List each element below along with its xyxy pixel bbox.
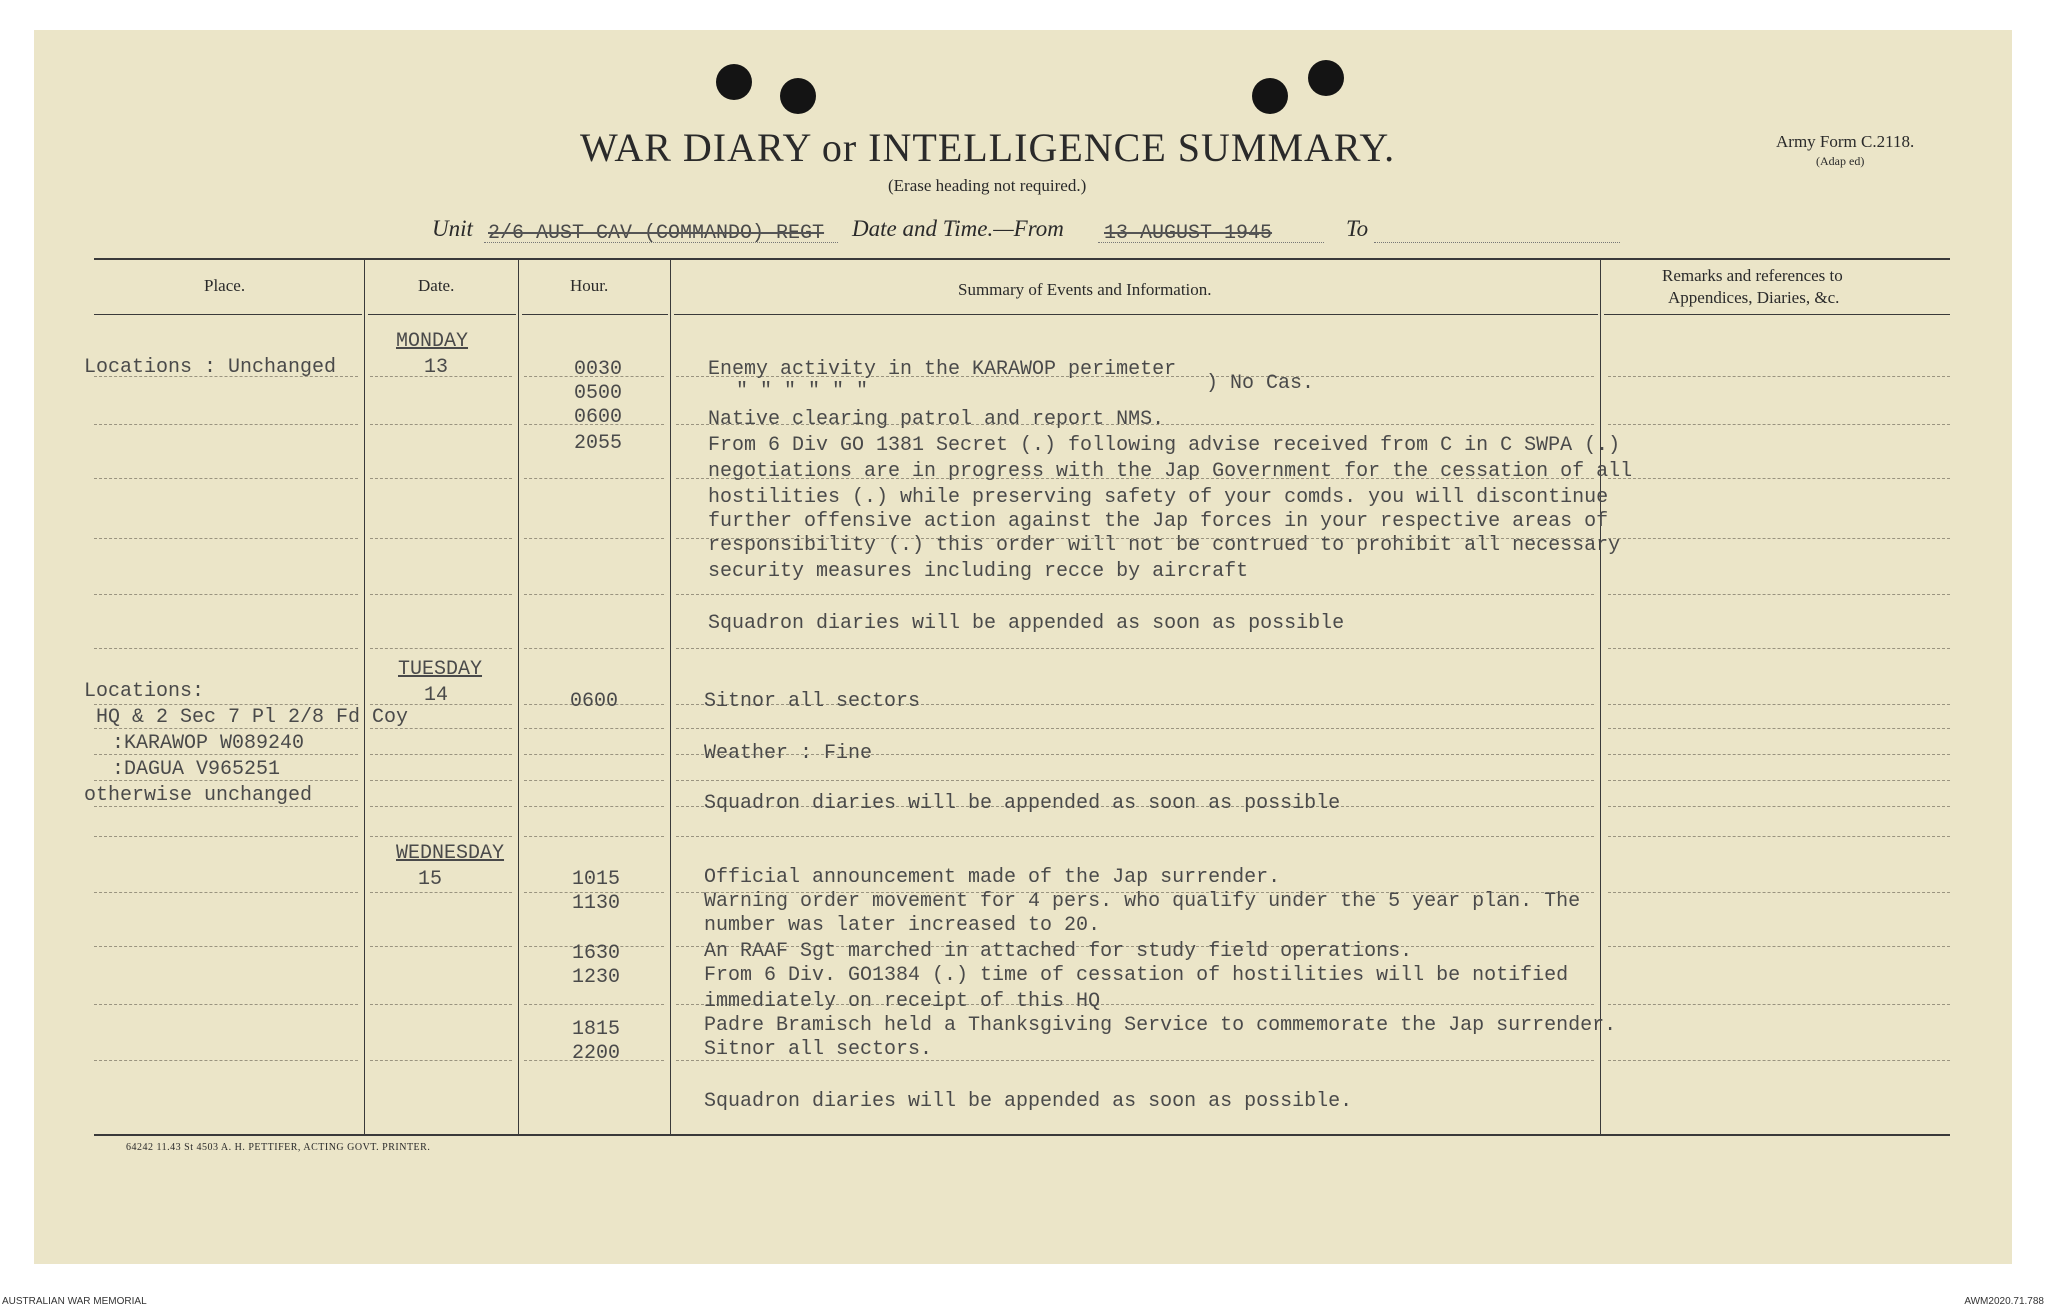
rule-line — [1608, 704, 1950, 705]
rule-line — [94, 1004, 358, 1005]
hour-entry: 1815 — [572, 1018, 621, 1041]
rule-line — [1608, 806, 1950, 807]
rule-line — [370, 1004, 512, 1005]
rule-line — [524, 806, 664, 807]
column-header-remarks-2: Appendices, Diaries, &c. — [1668, 288, 1840, 307]
hour-entry: 2200 — [572, 1042, 621, 1065]
rule-line — [370, 594, 512, 595]
rule-line — [94, 478, 358, 479]
rule-line — [676, 780, 1594, 781]
archive-label: AUSTRALIAN WAR MEMORIAL — [2, 1296, 147, 1307]
rule-line — [1608, 538, 1950, 539]
summary-line: Warning order movement for 4 pers. who qualify under the 5 year plan. The — [704, 890, 1581, 913]
rule-line — [524, 538, 664, 539]
weekday-label: MONDAY — [396, 330, 469, 353]
rule-line — [370, 478, 512, 479]
army-form-adapted: (Adap ed) — [1816, 154, 1865, 168]
place-entry: :DAGUA V965251 — [112, 758, 281, 781]
rule-line — [1608, 1060, 1950, 1061]
summary-line: hostilities (.) while preserving safety of your comds. you will discontinue — [708, 486, 1609, 509]
hour-entry: 1630 — [572, 942, 621, 965]
unit-value: 2/6 AUST CAV (COMMANDO) REGT — [488, 222, 825, 245]
hour-entry: 1130 — [572, 892, 621, 915]
summary-line: further offensive action against the Jap forces in your respective areas of — [708, 510, 1609, 533]
rule-line — [1608, 836, 1950, 837]
summary-line: Padre Bramisch held a Thanksgiving Service to commemorate the Jap surrender. — [704, 1014, 1617, 1037]
rule-line — [1608, 1004, 1950, 1005]
rule-line — [1608, 728, 1950, 729]
rule-line — [370, 1060, 512, 1061]
rule-line — [370, 780, 512, 781]
rule-line — [370, 946, 512, 947]
rule-line — [676, 594, 1594, 595]
rule-line — [94, 1060, 358, 1061]
rule-line — [524, 648, 664, 649]
rule-line — [524, 594, 664, 595]
summary-line: From 6 Div GO 1381 Secret (.) following advise received from C in C SWPA (.) — [708, 434, 1621, 457]
summary-line: responsibility (.) this order will not be contrued to prohibit all necessary — [708, 534, 1621, 557]
rule-line — [1608, 892, 1950, 893]
summary-line: Native clearing patrol and report NMS. — [708, 408, 1165, 431]
rule-line — [370, 754, 512, 755]
rule-line — [370, 806, 512, 807]
date-entry: 15 — [418, 868, 443, 891]
summary-line: Squadron diaries will be appended as soon as possible — [704, 792, 1341, 815]
from-date: 13 AUGUST 1945 — [1104, 222, 1273, 245]
summary-line: From 6 Div. GO1384 (.) time of cessation of hostilities will be notified — [704, 964, 1569, 987]
rule-line — [1608, 780, 1950, 781]
summary-line: Official announcement made of the Jap surrender. — [704, 866, 1281, 889]
rule-line — [1608, 754, 1950, 755]
summary-line: An RAAF Sgt marched in attached for study field operations. — [704, 940, 1413, 963]
rule-line — [94, 424, 358, 425]
hour-entry: 0600 — [574, 406, 623, 429]
place-entry: otherwise unchanged — [84, 784, 313, 807]
weekday-label: WEDNESDAY — [396, 842, 505, 865]
unit-label: Unit — [432, 216, 473, 241]
summary-line: Weather : Fine — [704, 742, 873, 765]
form-subtitle: (Erase heading not required.) — [888, 176, 1087, 195]
summary-line: Squadron diaries will be appended as soon as possible — [708, 612, 1345, 635]
punch-hole — [1252, 78, 1288, 114]
place-entry: Locations : Unchanged — [84, 356, 337, 379]
rule-line — [524, 754, 664, 755]
rule-line — [676, 836, 1594, 837]
hour-entry: 0500 — [574, 382, 623, 405]
rule-line — [370, 648, 512, 649]
place-entry: Locations: — [84, 680, 205, 703]
hour-entry: 1015 — [572, 868, 621, 891]
rule-line — [1608, 594, 1950, 595]
punch-hole — [716, 64, 752, 100]
rule-line — [1608, 648, 1950, 649]
rule-line — [94, 946, 358, 947]
punch-hole — [1308, 60, 1344, 96]
rule-line — [94, 648, 358, 649]
rule-line — [370, 424, 512, 425]
date-time-label: Date and Time.—From — [852, 216, 1064, 241]
rule-line — [524, 836, 664, 837]
rule-line — [370, 836, 512, 837]
rule-line — [94, 892, 358, 893]
place-entry: HQ & 2 Sec 7 Pl 2/8 Fd Coy — [96, 706, 409, 729]
column-header-hour: Hour. — [570, 276, 609, 295]
summary-line: negotiations are in progress with the Jap Government for the cessation of all — [708, 460, 1633, 483]
rule-line — [94, 836, 358, 837]
rule-line — [676, 648, 1594, 649]
form-title: WAR DIARY or INTELLIGENCE SUMMARY. — [580, 125, 1396, 170]
summary-line: Sitnor all sectors. — [704, 1038, 933, 1061]
summary-line: " " " " " " — [736, 380, 869, 403]
hour-entry: 1230 — [572, 966, 621, 989]
rule-line — [524, 780, 664, 781]
rule-line — [1608, 478, 1950, 479]
summary-line: Squadron diaries will be appended as soon as possible. — [704, 1090, 1353, 1113]
rule-line — [94, 538, 358, 539]
hour-entry: 0600 — [570, 690, 619, 713]
summary-line: ) No Cas. — [1206, 372, 1315, 395]
summary-line: immediately on receipt of this HQ — [704, 990, 1101, 1013]
place-entry: :KARAWOP W089240 — [112, 732, 305, 755]
to-label: To — [1346, 216, 1369, 241]
punch-hole — [780, 78, 816, 114]
rule-line — [524, 478, 664, 479]
rule-line — [370, 538, 512, 539]
summary-line: security measures including recce by aircraft — [708, 560, 1249, 583]
rule-line — [94, 594, 358, 595]
rule-line — [1608, 376, 1950, 377]
archive-reference: AWM2020.71.788 — [1964, 1296, 2044, 1307]
printer-imprint: 64242 11.43 St 4503 A. H. PETTIFER, ACTING GOVT. PRINTER. — [126, 1142, 431, 1153]
weekday-label: TUESDAY — [398, 658, 483, 681]
summary-line: Enemy activity in the KARAWOP perimeter — [708, 358, 1177, 381]
column-header-summary: Summary of Events and Information. — [958, 280, 1212, 299]
rule-line — [676, 728, 1594, 729]
rule-line — [524, 1004, 664, 1005]
rule-line — [524, 728, 664, 729]
rule-line — [370, 892, 512, 893]
army-form-number: Army Form C.2118. — [1776, 132, 1915, 151]
rule-line — [94, 704, 358, 705]
hour-entry: 0030 — [574, 358, 623, 381]
date-entry: 14 — [424, 684, 449, 707]
column-header-remarks: Remarks and references to — [1662, 266, 1843, 285]
rule-line — [1608, 946, 1950, 947]
summary-line: Sitnor all sectors — [704, 690, 921, 713]
summary-line: number was later increased to 20. — [704, 914, 1101, 937]
rule-line — [1608, 424, 1950, 425]
hour-entry: 2055 — [574, 432, 623, 455]
column-header-date: Date. — [418, 276, 455, 295]
date-entry: 13 — [424, 356, 449, 379]
column-header-place: Place. — [204, 276, 246, 295]
